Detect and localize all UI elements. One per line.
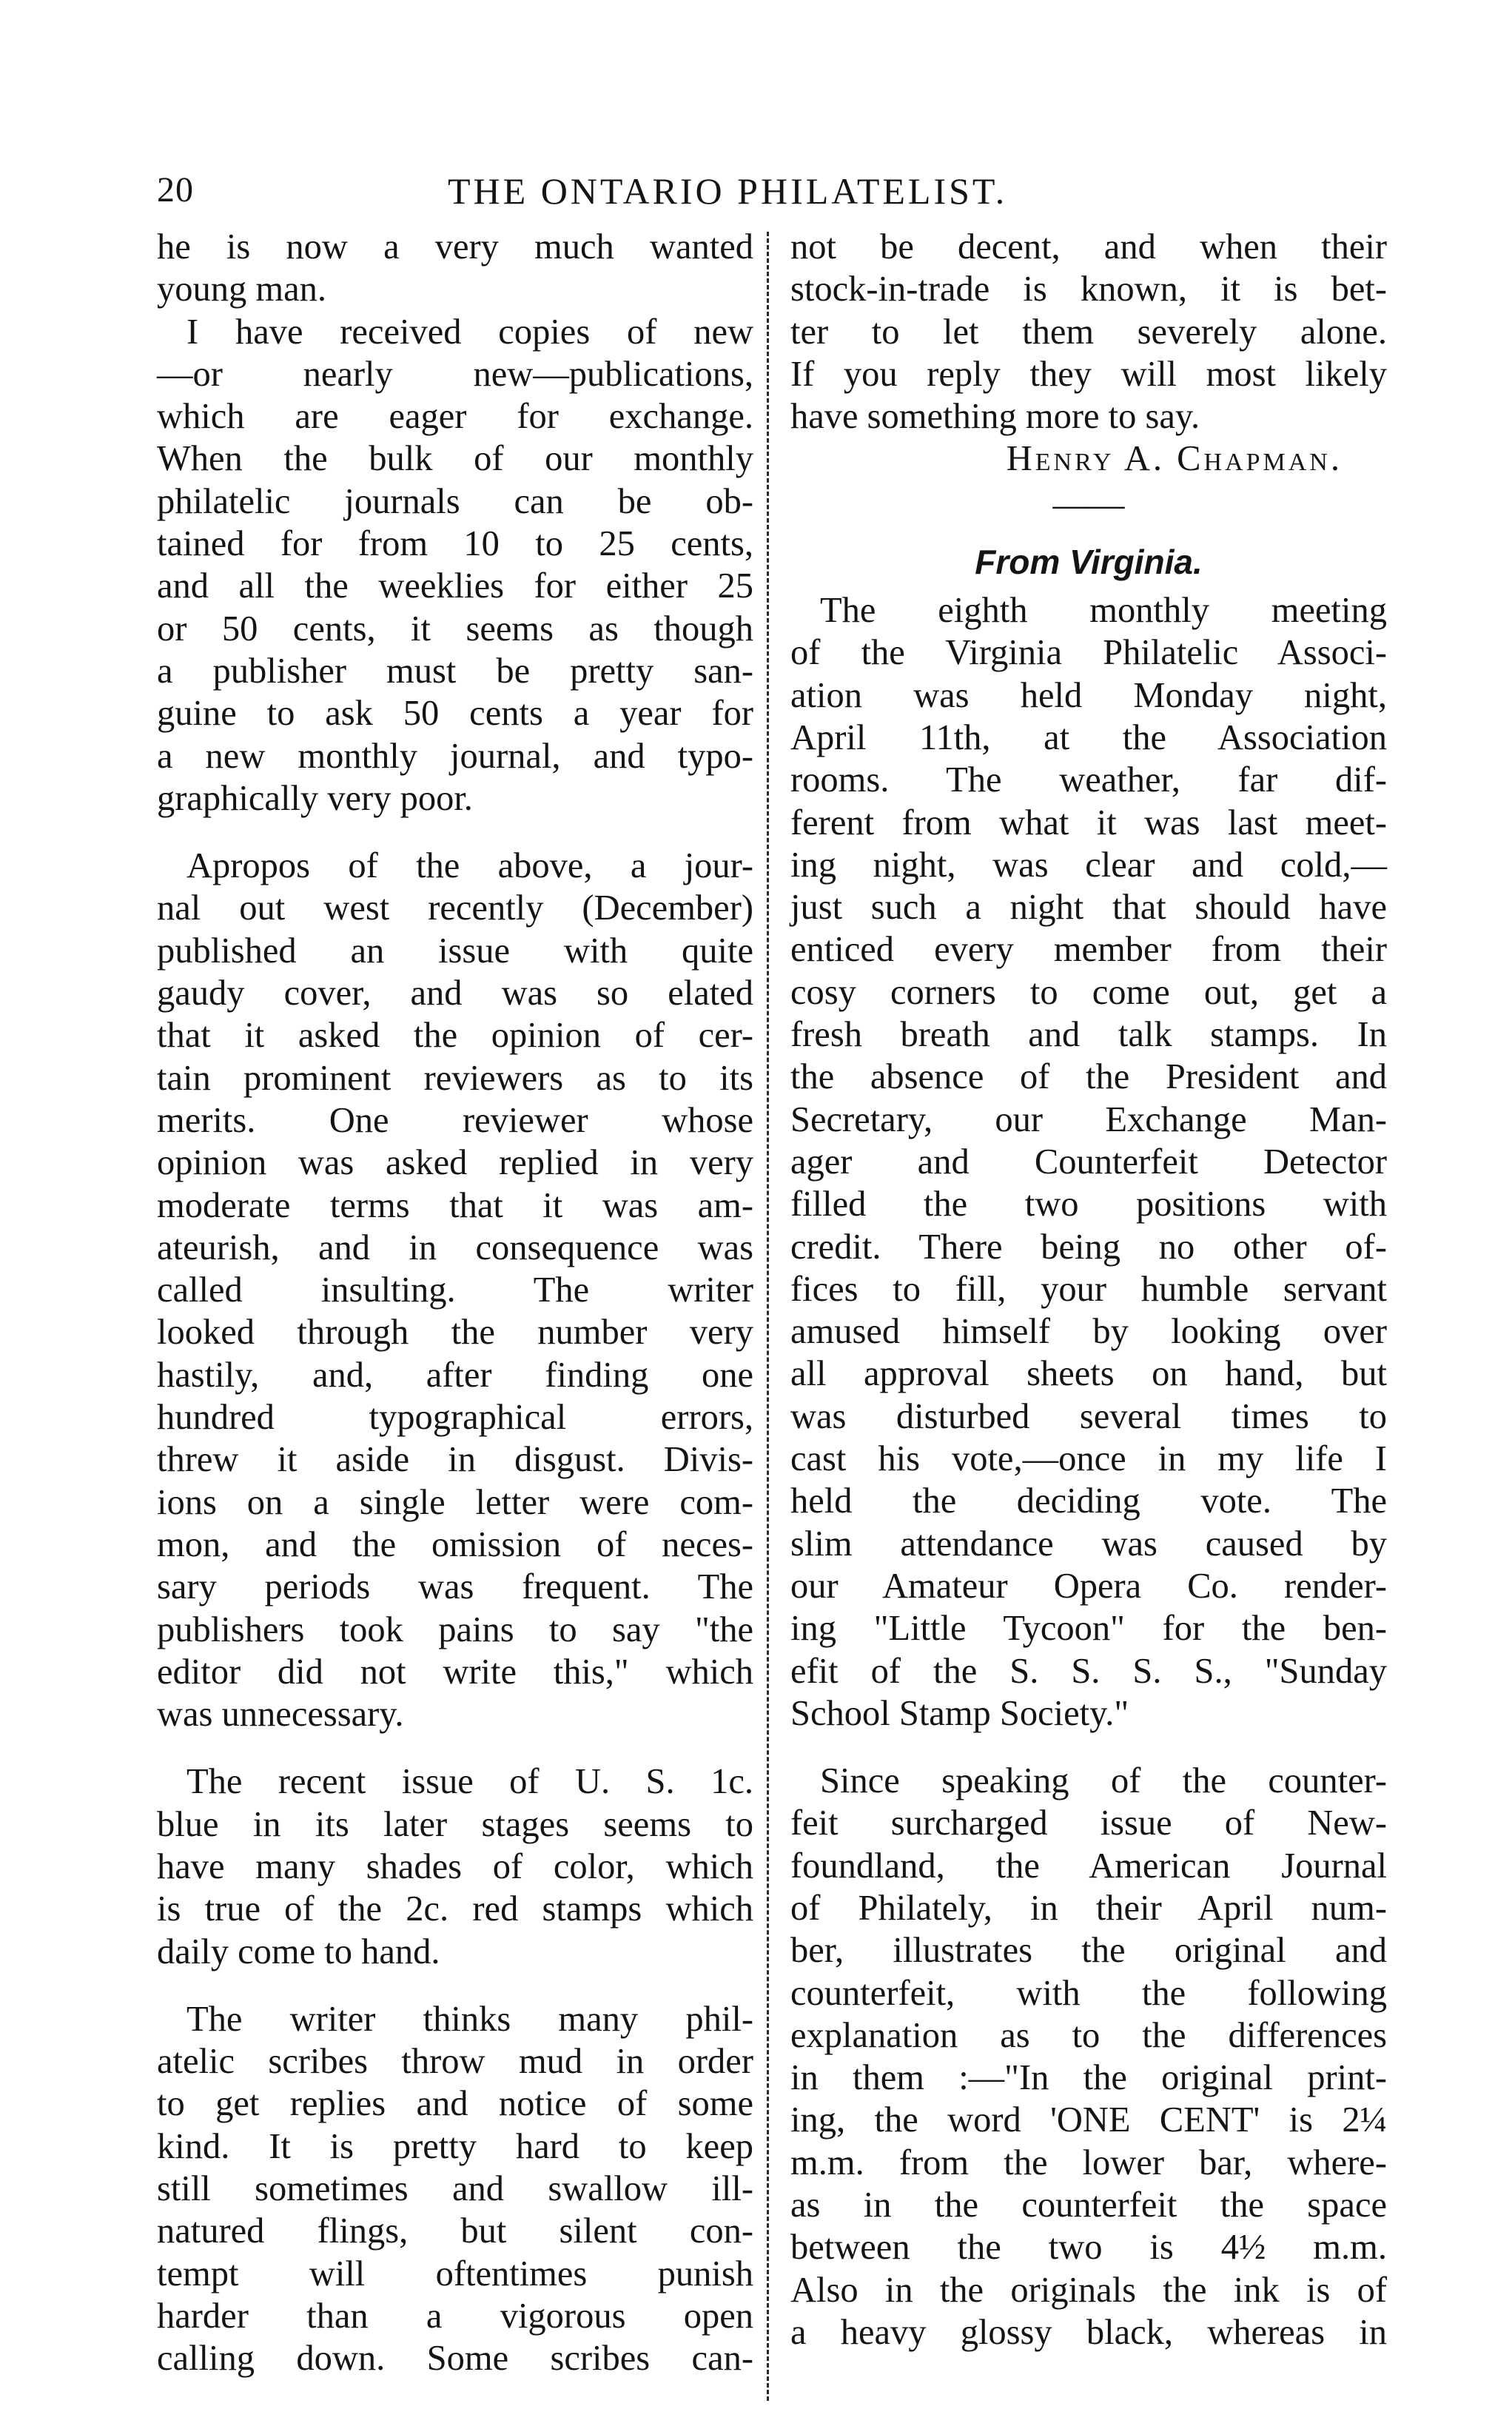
text-line: ation was held Monday night, (790, 675, 1387, 715)
text-line: rooms. The weather, far dif- (790, 760, 1387, 800)
left-column (157, 226, 753, 2380)
text-line: published an issue with quite (157, 931, 753, 971)
text-line: have many shades of color, which (157, 1846, 753, 1886)
text-line: that it asked the opinion of cer- (157, 1016, 753, 1056)
text-line: looked through the number very (157, 1313, 753, 1353)
text-line: The writer thinks many phil- (187, 1999, 753, 2039)
text-line: nal out west recently (December) (157, 888, 753, 928)
text-line: filled the two positions with (790, 1185, 1387, 1224)
text-line: enticed every member from their (790, 930, 1387, 970)
text-line: graphically very poor. (157, 778, 473, 818)
text-line: counterfeit, with the following (790, 1973, 1387, 2013)
text-line: The eighth monthly meeting (820, 591, 1387, 631)
text-line: I have received copies of new (187, 312, 753, 352)
text-line: our Amateur Opera Co. render- (790, 1566, 1387, 1606)
page-header (148, 159, 1399, 226)
text-line: —or nearly new—publications, (157, 354, 753, 394)
text-line: April 11th, at the Association (790, 717, 1387, 757)
text-line: or 50 cents, it seems as though (157, 609, 753, 649)
paragraph-gap (790, 1735, 1387, 1760)
page-number: 20 (157, 170, 194, 210)
text-line: called insulting. The writer (157, 1270, 753, 1310)
text-line: Apropos of the above, a jour- (187, 846, 753, 886)
text-line: ing, the word 'ONE CENT' is 2¼ (790, 2100, 1387, 2140)
text-line: ateurish, and in consequence was (157, 1227, 753, 1267)
text-line: was disturbed several times to (790, 1396, 1387, 1436)
author-signature: Henry A. Chapman. (1006, 439, 1343, 479)
text-line: still sometimes and swallow ill- (157, 2169, 753, 2209)
text-line: philatelic journals can be ob- (157, 481, 753, 521)
text-line: stock-in-trade is known, it is bet- (790, 269, 1387, 309)
section-heading: From Virginia. (975, 543, 1203, 582)
text-line: young man. (157, 269, 327, 309)
text-line: cosy corners to come out, get a (790, 972, 1387, 1012)
text-line: kind. It is pretty hard to keep (157, 2126, 753, 2166)
section-separator: —— (1052, 484, 1125, 524)
text-line: fices to fill, your humble servant (790, 1269, 1387, 1309)
text-line: School Stamp Society." (790, 1693, 1129, 1733)
text-line: ferent from what it was last meet- (790, 803, 1387, 842)
text-line: Since speaking of the counter- (820, 1761, 1387, 1801)
text-line: cast his vote,—once in my life I (790, 1439, 1387, 1479)
text-line: a new monthly journal, and typo- (157, 736, 753, 776)
text-line: held the deciding vote. The (790, 1481, 1387, 1521)
text-line: ager and Counterfeit Detector (790, 1142, 1387, 1182)
text-line: have something more to say. (790, 397, 1200, 437)
text-line: guine to ask 50 cents a year for (157, 694, 753, 734)
running-title: THE ONTARIO PHILATELIST. (448, 170, 1008, 212)
text-line: opinion was asked replied in very (157, 1143, 753, 1183)
text-line: Also in the originals the ink is of (790, 2270, 1387, 2310)
text-line: Secretary, our Exchange Man- (790, 1099, 1387, 1139)
text-line: between the two is 4½ m.m. (790, 2228, 1387, 2268)
text-line: merits. One reviewer whose (157, 1100, 753, 1140)
text-line: blue in its later stages seems to (157, 1804, 753, 1844)
text-line: explanation as to the differences (790, 2015, 1387, 2055)
text-line: a publisher must be pretty san- (157, 651, 753, 691)
text-line: mon, and the omission of neces- (157, 1524, 753, 1564)
text-line: If you reply they will most likely (790, 354, 1387, 394)
text-line: daily come to hand. (157, 1932, 440, 1971)
text-line: the absence of the President and (790, 1057, 1387, 1097)
text-line: tain prominent reviewers as to its (157, 1058, 753, 1098)
text-line: of the Virginia Philatelic Associ- (790, 633, 1387, 673)
text-line: as in the counterfeit the space (790, 2185, 1387, 2225)
text-line: is true of the 2c. red stamps which (157, 1889, 753, 1929)
text-columns (148, 226, 1399, 2417)
text-line: hundred typographical errors, (157, 1398, 753, 1438)
text-line: credit. There being no other of- (790, 1227, 1387, 1267)
text-line: all approval sheets on hand, but (790, 1354, 1387, 1394)
text-line: of Philately, in their April num- (790, 1888, 1387, 1928)
text-line: not be decent, and when their (790, 227, 1387, 267)
text-line: editor did not write this," which (157, 1652, 753, 1692)
text-line: a heavy glossy black, whereas in (790, 2312, 1387, 2352)
text-line: feit surcharged issue of New- (790, 1803, 1387, 1843)
text-line: m.m. from the lower bar, where- (790, 2142, 1387, 2182)
paragraph-gap (157, 1973, 753, 1998)
text-line: harder than a vigorous open (157, 2296, 753, 2336)
text-line: atelic scribes throw mud in order (157, 2042, 753, 2082)
text-line: amused himself by looking over (790, 1312, 1387, 1352)
text-line: moderate terms that it was am- (157, 1185, 753, 1225)
text-line: The recent issue of U. S. 1c. (187, 1762, 753, 1802)
text-line: fresh breath and talk stamps. In (790, 1015, 1387, 1055)
text-line: ter to let them severely alone. (790, 312, 1387, 352)
paragraph-gap (157, 820, 753, 845)
text-line: to get replies and notice of some (157, 2084, 753, 2124)
text-line: was unnecessary. (157, 1695, 404, 1735)
text-line: and all the weeklies for either 25 (157, 566, 753, 606)
text-line: natured flings, but silent con- (157, 2211, 753, 2251)
text-line: he is now a very much wanted (157, 227, 753, 267)
text-line: in them :—"In the original print- (790, 2058, 1387, 2098)
text-line: ber, illustrates the original and (790, 1931, 1387, 1971)
text-line: foundland, the American Journal (790, 1846, 1387, 1886)
paragraph-gap (157, 1735, 753, 1760)
text-line: slim attendance was caused by (790, 1524, 1387, 1564)
text-line: When the bulk of our monthly (157, 439, 753, 479)
book-page (148, 159, 1399, 2417)
text-line: ions on a single letter were com- (157, 1482, 753, 1522)
column-divider (767, 232, 769, 2401)
text-line: hastily, and, after finding one (157, 1355, 753, 1395)
text-line: ing "Little Tycoon" for the ben- (790, 1609, 1387, 1649)
text-line: which are eager for exchange. (157, 397, 753, 437)
text-line: ing night, was clear and cold,— (790, 845, 1387, 885)
text-line: calling down. Some scribes can- (157, 2339, 753, 2379)
text-line: tempt will oftentimes punish (157, 2254, 753, 2294)
text-line: sary periods was frequent. The (157, 1567, 753, 1607)
text-line: gaudy cover, and was so elated (157, 974, 753, 1014)
text-line: efit of the S. S. S. S., "Sunday (790, 1651, 1387, 1691)
text-line: tained for from 10 to 25 cents, (157, 524, 753, 564)
text-line: just such a night that should have (790, 888, 1387, 928)
text-line: publishers took pains to say "the (157, 1609, 753, 1649)
right-column (790, 226, 1387, 2353)
text-line: threw it aside in disgust. Divis- (157, 1440, 753, 1480)
